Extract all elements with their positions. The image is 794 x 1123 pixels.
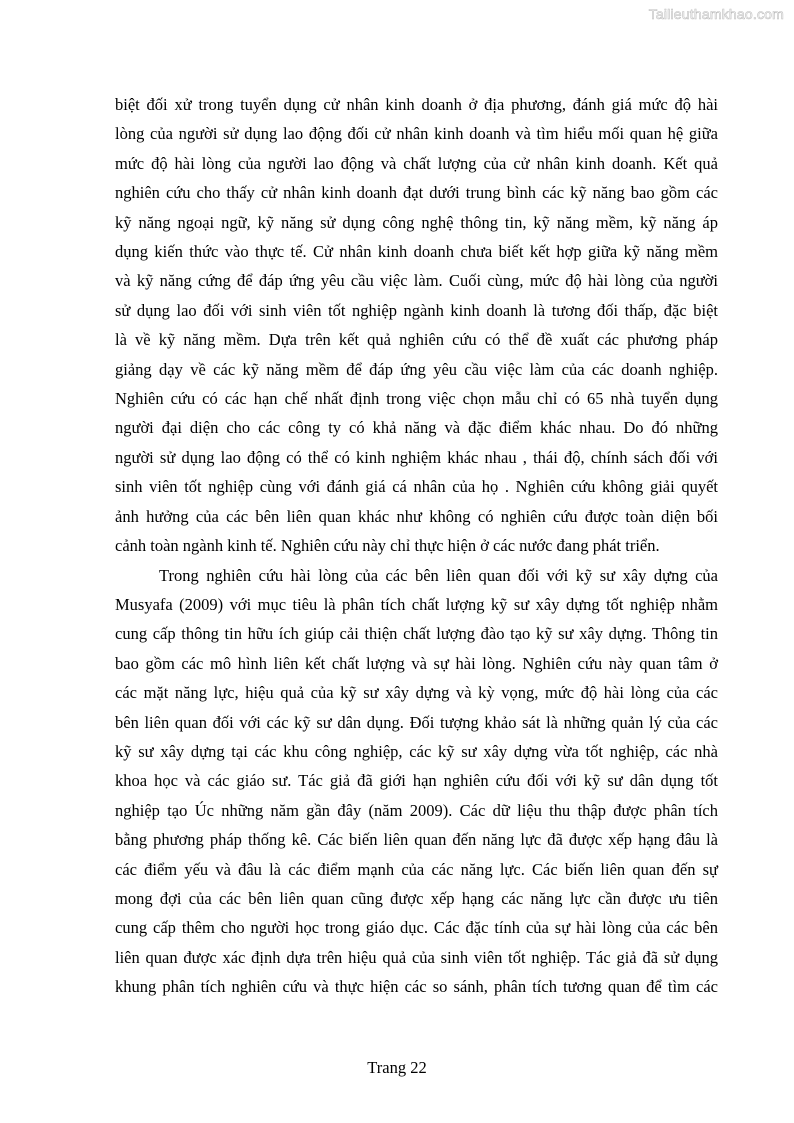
text-line: các mặt năng lực, hiệu quả của kỹ sư xây dựng và kỳ vọng, mức độ hài lòng của các bbox=[115, 683, 718, 703]
text-line: người sử dụng lao động có thể có kinh nghiệm khác nhau , thái độ, chính sách đối với bbox=[115, 447, 718, 467]
paragraph bbox=[115, 561, 718, 1002]
text-line: dụng kiến thức vào thực tế. Cử nhân kinh doanh chưa biết kết hợp giữa kỹ năng mềm bbox=[115, 242, 718, 262]
text-line: kỹ năng ngoại ngữ, kỹ năng sử dụng công nghệ thông tin, kỹ năng mềm, kỹ năng áp bbox=[115, 212, 718, 232]
text-line: nghiệp tạo Úc những năm gần đây (năm 2009). Các dữ liệu thu thập được phân tích bbox=[115, 800, 718, 820]
text-line: cảnh toàn ngành kinh tế. Nghiên cứu này chỉ thực hiện ở các nước đang phát triển. bbox=[115, 536, 660, 556]
text-line: mong đợi của các bên liên quan cũng được xếp hạng các năng lực cần được ưu tiên bbox=[115, 888, 718, 908]
text-line: và kỹ năng cứng để đáp ứng yêu cầu việc làm. Cuối cùng, mức độ hài lòng của người bbox=[115, 271, 718, 291]
text-line: bằng phương pháp thống kê. Các biến liên quan đến năng lực đã được xếp hạng đâu là bbox=[115, 830, 718, 850]
text-line: biệt đối xử trong tuyển dụng cử nhân kinh doanh ở địa phương, đánh giá mức độ hài bbox=[115, 95, 718, 114]
text-line: bao gồm các mô hình liên kết chất lượng và sự hài lòng. Nghiên cứu này quan tâm ở bbox=[115, 653, 718, 673]
text-line: lòng của người sử dụng lao động đối cử nhân kinh doanh và tìm hiểu mối quan hệ giữa bbox=[115, 124, 718, 144]
text-line: khung phân tích nghiên cứu và thực hiện các so sánh, phân tích tương quan để tìm các bbox=[115, 977, 718, 997]
text-line: nghiên cứu cho thấy cử nhân kinh doanh đạt dưới trung bình các kỹ năng bao gồm các bbox=[115, 183, 718, 203]
text-line: bên liên quan đối với các kỹ sư dân dụng. Đối tượng khảo sát là những quản lý của các bbox=[115, 712, 718, 732]
text-line: cung cấp thông tin hữu ích giúp cải thiện chất lượng đào tạo kỹ sư xây dựng. Thông tin bbox=[115, 624, 718, 644]
text-line: ảnh hưởng của các bên liên quan khác như không có nghiên cứu được toàn diện bối bbox=[115, 506, 718, 526]
text-line: cung cấp thêm cho người học trong giáo dục. Các đặc tính của sự hài lòng của các bên bbox=[115, 918, 718, 938]
text-line: khoa học và các giáo sư. Tác giả đã giới hạn nghiên cứu đối với kỹ sư dân dụng tốt bbox=[115, 771, 718, 791]
watermark-text: Tailieuthamkhao.com bbox=[648, 6, 784, 22]
text-line: là về kỹ năng mềm. Dựa trên kết quả nghiên cứu có thể đề xuất các phương pháp bbox=[115, 330, 718, 350]
text-line: liên quan được xác định dựa trên hiệu quả của sinh viên tốt nghiệp. Tác giả đã sử dụng bbox=[115, 947, 718, 967]
text-line: giảng dạy về các kỹ năng mềm để đáp ứng yêu cầu việc làm của các doanh nghiệp. bbox=[115, 359, 718, 379]
text-line: người đại diện cho các công ty có khả năng và đặc điểm khác nhau. Do đó những bbox=[115, 418, 718, 438]
text-line: Trong nghiên cứu hài lòng của các bên liên quan đối với kỹ sư xây dựng của bbox=[159, 565, 718, 585]
text-line: mức độ hài lòng của người lao động và chất lượng của cử nhân kinh doanh. Kết quả bbox=[115, 153, 718, 173]
text-line: Nghiên cứu có các hạn chế nhất định trong việc chọn mẫu chỉ có 65 nhà tuyển dụng bbox=[115, 389, 718, 409]
text-line: Musyafa (2009) với mục tiêu là phân tích chất lượng kỹ sư xây dựng tốt nghiệp nhằm bbox=[115, 594, 718, 614]
paragraph bbox=[115, 90, 718, 561]
text-line: sinh viên tốt nghiệp cùng với đánh giá cá nhân của họ . Nghiên cứu không giải quyết bbox=[115, 477, 718, 497]
text-line: kỹ sư xây dựng tại các khu công nghiệp, các kỹ sư xây dựng vừa tốt nghiệp, các nhà bbox=[115, 741, 718, 761]
document-body bbox=[115, 90, 718, 1002]
text-line: sử dụng lao đối với sinh viên tốt nghiệp ngành kinh doanh là tương đối thấp, đặc biệt bbox=[115, 300, 718, 320]
text-line: các điểm yếu và đâu là các điểm mạnh của các năng lực. Các biến liên quan đến sự bbox=[115, 859, 718, 879]
page-number: Trang 22 bbox=[367, 1058, 427, 1077]
